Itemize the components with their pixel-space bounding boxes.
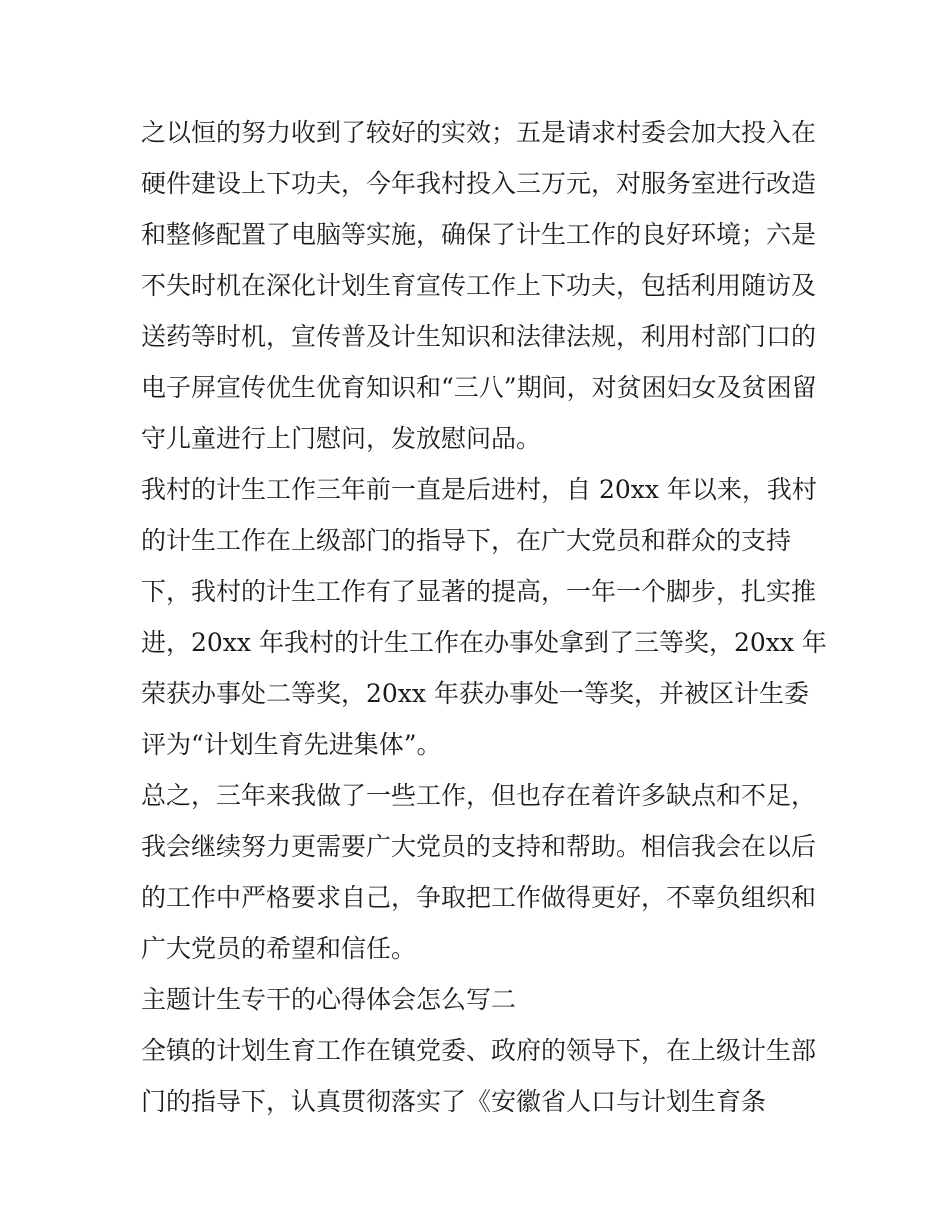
text-line: 评为“计划生育先进集体”。 — [141, 730, 442, 759]
text-line: 总之，三年来我做了一些工作，但也存在着许多缺点和不足， — [141, 781, 817, 810]
text-line: 我会继续努力更需要广大党员的支持和帮助。相信我会在以后 — [141, 832, 817, 861]
section-heading: 主题计生专干的心得体会怎么写二 — [141, 985, 517, 1014]
text-line: 下，我村的计生工作有了显著的提高，一年一个脚步，扎实推 — [141, 577, 817, 606]
text-line: 全镇的计划生育工作在镇党委、政府的领导下，在上级计生部 — [141, 1036, 817, 1065]
text-line: 荣获办事处二等奖，20xx 年获办事处一等奖，并被区计生委 — [141, 679, 809, 708]
text-line: 的计生工作在上级部门的指导下，在广大党员和群众的支持 — [141, 526, 792, 555]
text-line: 不失时机在深化计划生育宣传工作上下功夫，包括利用随访及 — [141, 271, 817, 300]
text-line: 硬件建设上下功夫，今年我村投入三万元，对服务室进行改造 — [141, 169, 817, 198]
text-line: 守儿童进行上门慰问，发放慰问品。 — [141, 424, 542, 453]
text-line: 送药等时机，宣传普及计生知识和法律法规，利用村部门口的 — [141, 322, 817, 351]
text-line: 电子屏宣传优生优育知识和“三八”期间，对贫困妇女及贫困留 — [141, 373, 817, 402]
text-line: 广大党员的希望和信任。 — [141, 934, 417, 963]
text-line: 和整修配置了电脑等实施，确保了计生工作的良好环境；六是 — [141, 220, 817, 249]
text-line: 之以恒的努力收到了较好的实效；五是请求村委会加大投入在 — [141, 118, 817, 147]
text-line: 门的指导下，认真贯彻落实了《安徽省人口与计划生育条 — [141, 1087, 767, 1116]
text-line: 进，20xx 年我村的计生工作在办事处拿到了三等奖，20xx 年 — [141, 628, 827, 657]
text-line: 我村的计生工作三年前一直是后进村，自 20xx 年以来，我村 — [141, 475, 817, 504]
text-line: 的工作中严格要求自己，争取把工作做得更好，不辜负组织和 — [141, 883, 817, 912]
document-body — [141, 107, 827, 1127]
